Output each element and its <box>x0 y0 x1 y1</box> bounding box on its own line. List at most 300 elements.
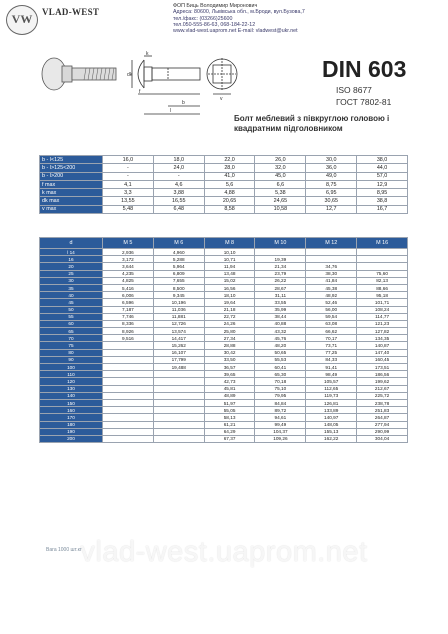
weight-cell: 104,37 <box>255 428 306 435</box>
weight-row <box>40 277 408 284</box>
weight-cell: 89,72 <box>255 407 306 414</box>
weight-cell: 134,35 <box>357 335 408 342</box>
dims-cell: 6,6 <box>255 180 306 188</box>
weight-cell: 140,97 <box>306 414 357 421</box>
weight-cell: 133,89 <box>306 407 357 414</box>
length-cell: 160 <box>40 407 103 414</box>
weight-cell: 82,13 <box>357 277 408 284</box>
weight-row <box>40 349 408 356</box>
weight-cell: 31,11 <box>255 292 306 299</box>
weight-cell <box>103 421 154 428</box>
dims-cell: 44,0 <box>357 164 408 172</box>
weight-cell: 6,596 <box>103 299 154 306</box>
weight-cell: 88,66 <box>357 284 408 291</box>
contact-line: Адреса: 80600, Львівська обл., м.Броди, вул.Бузова,7 <box>173 9 305 16</box>
weight-cell <box>103 392 154 399</box>
weight-cell: 48,20 <box>255 342 306 349</box>
length-cell: 170 <box>40 414 103 421</box>
length-cell: 90 <box>40 356 103 363</box>
dims-row <box>40 205 408 213</box>
weight-cell: 155,13 <box>306 428 357 435</box>
weight-row <box>40 414 408 421</box>
dims-cell: 6,48 <box>153 205 204 213</box>
dims-cell: 45,0 <box>255 172 306 180</box>
dims-cell: - <box>153 172 204 180</box>
weight-cell: 8,926 <box>103 328 154 335</box>
bolt-side-view <box>132 56 200 114</box>
weight-cell: 13,574 <box>153 328 204 335</box>
length-cell: 35 <box>40 284 103 291</box>
weight-row <box>40 371 408 378</box>
weight-cell: 119,73 <box>306 392 357 399</box>
weight-cell: 59,54 <box>306 313 357 320</box>
dims-row-label: f max <box>40 180 103 188</box>
product-description: Болт меблевий з півкруглою головою і квадратним підголовником <box>234 114 390 133</box>
weight-cell: 21,18 <box>204 306 255 313</box>
bolt-head-view <box>207 58 237 94</box>
dims-cell: 57,0 <box>357 172 408 180</box>
weight-cell: 67,37 <box>204 435 255 442</box>
dims-cell: 30,65 <box>306 197 357 205</box>
weight-cell <box>357 263 408 270</box>
dims-cell: 4,88 <box>204 189 255 197</box>
contact-info <box>173 3 305 34</box>
weight-cell: 51,97 <box>204 399 255 406</box>
weight-cell: 33,50 <box>204 356 255 363</box>
contact-line: тел./факс: (03266)25600 <box>173 15 233 22</box>
dims-cell: 3,88 <box>153 189 204 197</box>
weight-cell: 38,44 <box>255 313 306 320</box>
length-cell: 50 <box>40 306 103 313</box>
dims-cell: 26,0 <box>255 156 306 164</box>
dims-cell: 6,95 <box>306 189 357 197</box>
weight-cell: 40,88 <box>255 320 306 327</box>
weight-cell: 160,45 <box>357 356 408 363</box>
weight-cell <box>103 349 154 356</box>
weight-row <box>40 335 408 342</box>
weight-cell: 7,655 <box>153 277 204 284</box>
length-cell: 20 <box>40 263 103 270</box>
dims-cell: 12,9 <box>357 180 408 188</box>
weight-cell: 58,13 <box>204 414 255 421</box>
length-cell: 16 <box>40 256 103 263</box>
dims-cell: 4,1 <box>103 180 154 188</box>
weight-cell: 16,56 <box>204 284 255 291</box>
dims-cell: 36,0 <box>306 164 357 172</box>
weight-cell <box>153 378 204 385</box>
contact-line: ФОП Биць Володимир Миронович <box>173 3 258 9</box>
dims-cell: 5,6 <box>204 180 255 188</box>
weight-row <box>40 306 408 313</box>
weight-cell: 2,936 <box>103 249 154 256</box>
weight-col-header: M 5 <box>103 238 154 249</box>
dims-row-label: b - l<125 <box>40 156 103 164</box>
weight-row <box>40 256 408 263</box>
dims-cell: 20,65 <box>204 197 255 205</box>
weight-cell <box>153 421 204 428</box>
weight-cell: 186,56 <box>357 371 408 378</box>
weight-row <box>40 364 408 371</box>
weight-cell: 14,417 <box>153 335 204 342</box>
watermark: vlad-west.uaprom.net <box>80 536 368 568</box>
length-cell: 180 <box>40 421 103 428</box>
weight-cell: 26,22 <box>255 277 306 284</box>
weight-cell: 63,08 <box>306 320 357 327</box>
weight-cell: 52,46 <box>306 299 357 306</box>
weight-cell: 10,10 <box>204 249 255 256</box>
weight-cell <box>103 414 154 421</box>
weight-cell: 11,036 <box>153 306 204 313</box>
length-cell: 200 <box>40 435 103 442</box>
weight-cell: 79,95 <box>255 392 306 399</box>
weight-cell: 84,84 <box>255 399 306 406</box>
weight-cell: 112,65 <box>306 385 357 392</box>
weight-cell: 39,65 <box>204 371 255 378</box>
dims-row <box>40 172 408 180</box>
dims-cell: 38,0 <box>357 156 408 164</box>
length-cell: 75 <box>40 342 103 349</box>
weight-cell <box>103 385 154 392</box>
length-cell: 55 <box>40 313 103 320</box>
weight-cell <box>306 256 357 263</box>
weight-cell: 50,65 <box>255 349 306 356</box>
weight-cell: 19,39 <box>255 256 306 263</box>
label-dk: dk <box>127 72 133 78</box>
dims-row <box>40 180 408 188</box>
dims-cell: 13,55 <box>103 197 154 205</box>
weight-row <box>40 399 408 406</box>
weight-cell: 55,05 <box>204 407 255 414</box>
weight-cell: 9,516 <box>103 335 154 342</box>
weight-col-header: M 6 <box>153 238 204 249</box>
weight-cell <box>153 428 204 435</box>
weight-cell <box>153 385 204 392</box>
dims-cell: 38,8 <box>357 197 408 205</box>
bolt-illustration <box>42 58 116 90</box>
dims-cell: 49,0 <box>306 172 357 180</box>
dims-cell: 32,0 <box>255 164 306 172</box>
weight-cell: 114,77 <box>357 313 408 320</box>
weight-cell: 61,21 <box>204 421 255 428</box>
weight-cell: 127,82 <box>357 328 408 335</box>
weight-cell: 41,84 <box>306 277 357 284</box>
dims-row <box>40 164 408 172</box>
weight-cell: 212,67 <box>357 385 408 392</box>
weight-cell: 17,799 <box>153 356 204 363</box>
dims-row-label: b - l>200 <box>40 172 103 180</box>
logo-text: VW <box>11 12 33 26</box>
weight-cell: 126,81 <box>306 399 357 406</box>
weight-cell: 9,345 <box>153 292 204 299</box>
weight-cell <box>153 371 204 378</box>
weight-cell: 22,72 <box>204 313 255 320</box>
weight-cell: 94,61 <box>255 414 306 421</box>
weight-cell: 15,262 <box>153 342 204 349</box>
dims-cell: 16,0 <box>103 156 154 164</box>
weight-cell: 60,41 <box>255 364 306 371</box>
weight-cell: 25,80 <box>204 328 255 335</box>
weight-cell: 42,73 <box>204 378 255 385</box>
length-cell: 45 <box>40 299 103 306</box>
weight-cell: 5,416 <box>103 284 154 291</box>
weight-cell <box>103 378 154 385</box>
weight-cell: 173,51 <box>357 364 408 371</box>
contact-line: www.vlad-west.uaprom.net E-mail: vladwest@ukr.net <box>173 28 298 35</box>
weight-col-header: M 16 <box>357 238 408 249</box>
weight-cell: 98,49 <box>306 371 357 378</box>
dims-cell: 28,0 <box>204 164 255 172</box>
weight-cell: 148,05 <box>306 421 357 428</box>
weight-cell: 84,33 <box>306 356 357 363</box>
weight-cell: 6,809 <box>153 270 204 277</box>
weight-cell: 55,53 <box>255 356 306 363</box>
weight-cell: 147,40 <box>357 349 408 356</box>
weight-cell: 105,57 <box>306 378 357 385</box>
length-cell: 65 <box>40 328 103 335</box>
weight-cell: 64,29 <box>204 428 255 435</box>
weight-cell: 34,76 <box>306 263 357 270</box>
weight-cell <box>255 249 306 256</box>
weight-cell: 28,88 <box>204 342 255 349</box>
weight-cell <box>103 371 154 378</box>
weight-cell: 70,18 <box>255 378 306 385</box>
weight-cell: 251,83 <box>357 407 408 414</box>
weight-cell: 4,825 <box>103 277 154 284</box>
weight-cell: 73,71 <box>306 342 357 349</box>
weight-cell: 4,235 <box>103 270 154 277</box>
weight-cell: 121,23 <box>357 320 408 327</box>
weight-cell <box>153 392 204 399</box>
weight-cell: 4,960 <box>153 249 204 256</box>
weight-cell: 66,62 <box>306 328 357 335</box>
label-l: l <box>170 108 172 114</box>
weight-cell <box>103 407 154 414</box>
weight-cell: 99,49 <box>255 421 306 428</box>
dims-cell: - <box>103 172 154 180</box>
length-cell: 100 <box>40 364 103 371</box>
dims-cell: 41,0 <box>204 172 255 180</box>
weight-cell: 7,746 <box>103 313 154 320</box>
weight-cell: 10,71 <box>204 256 255 263</box>
weight-row <box>40 249 408 256</box>
weight-cell: 48,92 <box>306 292 357 299</box>
weight-cell: 8,336 <box>103 320 154 327</box>
weight-row <box>40 342 408 349</box>
standard-gost: ГОСТ 7802-81 <box>336 97 392 107</box>
weight-cell: 33,55 <box>255 299 306 306</box>
weight-cell: 23,79 <box>255 270 306 277</box>
dims-cell: 8,75 <box>306 180 357 188</box>
weight-cell <box>103 364 154 371</box>
weight-cell: 108,24 <box>357 306 408 313</box>
weight-cell: 28,67 <box>255 284 306 291</box>
weight-cell: 290,99 <box>357 428 408 435</box>
weight-cell <box>103 399 154 406</box>
weight-cell <box>103 342 154 349</box>
contact-line: тел.050-555-86-63, 068-184-22-12 <box>173 21 256 28</box>
weight-cell <box>357 256 408 263</box>
length-cell: 30 <box>40 277 103 284</box>
dims-cell: 8,95 <box>357 189 408 197</box>
weight-cell: 13,48 <box>204 270 255 277</box>
dimensions-table <box>39 155 408 214</box>
weight-cell: 7,187 <box>103 306 154 313</box>
length-cell: 25 <box>40 270 103 277</box>
weight-cell <box>103 356 154 363</box>
weight-cell: 43,32 <box>255 328 306 335</box>
weight-col-header: d <box>40 238 103 249</box>
weight-cell: 21,34 <box>255 263 306 270</box>
length-cell: 60 <box>40 320 103 327</box>
weight-cell: 24,26 <box>204 320 255 327</box>
dims-row-label: dk max <box>40 197 103 205</box>
length-cell: 110 <box>40 371 103 378</box>
dims-cell: 5,48 <box>103 205 154 213</box>
weight-row <box>40 292 408 299</box>
weight-row <box>40 284 408 291</box>
label-f: f <box>139 89 141 95</box>
weight-cell <box>103 428 154 435</box>
weight-cell: 18,10 <box>204 292 255 299</box>
weight-cell: 304,04 <box>357 435 408 442</box>
weight-cell: 56,00 <box>306 306 357 313</box>
weight-cell: 238,78 <box>357 399 408 406</box>
dims-cell: 18,0 <box>153 156 204 164</box>
weight-cell <box>103 435 154 442</box>
weight-cell: 70,17 <box>306 335 357 342</box>
weight-cell: 75,60 <box>357 270 408 277</box>
weight-cell: 91,41 <box>306 364 357 371</box>
dims-cell: 30,0 <box>306 156 357 164</box>
dims-row-label: k max <box>40 189 103 197</box>
weight-row <box>40 407 408 414</box>
dims-row-label: b - l>125<200 <box>40 164 103 172</box>
weight-cell: 16,107 <box>153 349 204 356</box>
bolt-drawing <box>40 46 240 124</box>
company-name: VLAD-WEST <box>42 7 100 17</box>
length-cell: 190 <box>40 428 103 435</box>
weight-cell: 19,64 <box>204 299 255 306</box>
weight-row <box>40 421 408 428</box>
weight-cell: 77,25 <box>306 349 357 356</box>
weight-cell <box>153 407 204 414</box>
weight-row <box>40 392 408 399</box>
length-cell: 80 <box>40 349 103 356</box>
dims-cell: 5,38 <box>255 189 306 197</box>
weight-cell <box>153 399 204 406</box>
dims-row <box>40 189 408 197</box>
page-header <box>0 0 448 44</box>
length-cell: 150 <box>40 399 103 406</box>
weight-row <box>40 385 408 392</box>
weight-cell: 8,500 <box>153 284 204 291</box>
weight-cell: 11,881 <box>153 313 204 320</box>
weight-row <box>40 313 408 320</box>
dims-cell: 22,0 <box>204 156 255 164</box>
weight-cell: 35,99 <box>255 306 306 313</box>
dims-row <box>40 156 408 164</box>
weight-row <box>40 356 408 363</box>
weight-row <box>40 320 408 327</box>
weight-table-header <box>40 238 408 249</box>
length-cell: 40 <box>40 292 103 299</box>
weight-cell: 225,72 <box>357 392 408 399</box>
weight-cell <box>153 414 204 421</box>
weight-row <box>40 378 408 385</box>
weight-cell: 6,006 <box>103 292 154 299</box>
weight-cell: 95,18 <box>357 292 408 299</box>
weight-cell: 30,42 <box>204 349 255 356</box>
weight-cell: 3,644 <box>103 263 154 270</box>
dims-cell: 10,58 <box>255 205 306 213</box>
weight-cell: 5,964 <box>153 263 204 270</box>
weight-cell: 15,02 <box>204 277 255 284</box>
label-b: b <box>182 100 185 106</box>
weight-table <box>39 237 408 443</box>
weight-cell <box>153 435 204 442</box>
weight-cell: 109,26 <box>255 435 306 442</box>
weight-cell: 45,76 <box>255 335 306 342</box>
weight-cell: 3,172 <box>103 256 154 263</box>
weight-cell: 140,87 <box>357 342 408 349</box>
weight-cell: 264,87 <box>357 414 408 421</box>
weight-cell: 45,81 <box>204 385 255 392</box>
length-cell: 140 <box>40 392 103 399</box>
weight-cell: 36,57 <box>204 364 255 371</box>
length-cell: l 14 <box>40 249 103 256</box>
weight-cell: 75,10 <box>255 385 306 392</box>
dims-cell: 4,6 <box>153 180 204 188</box>
weight-row <box>40 270 408 277</box>
weight-col-header: M 8 <box>204 238 255 249</box>
weight-row <box>40 435 408 442</box>
standard-iso: ISO 8677 <box>336 85 372 95</box>
weight-cell: 277,94 <box>357 421 408 428</box>
dims-row <box>40 197 408 205</box>
weight-cell: 65,30 <box>255 371 306 378</box>
weight-cell: 12,726 <box>153 320 204 327</box>
dims-cell: 24,0 <box>153 164 204 172</box>
length-cell: 130 <box>40 385 103 392</box>
weight-cell: 48,89 <box>204 392 255 399</box>
weight-row <box>40 428 408 435</box>
dims-cell: 16,55 <box>153 197 204 205</box>
weight-cell: 10,196 <box>153 299 204 306</box>
weight-cell <box>357 249 408 256</box>
dims-row-label: v max <box>40 205 103 213</box>
label-k: k <box>146 51 149 57</box>
label-v: v <box>220 96 223 102</box>
weight-cell: 19,488 <box>153 364 204 371</box>
weight-row <box>40 299 408 306</box>
weight-row <box>40 328 408 335</box>
dims-cell: 24,65 <box>255 197 306 205</box>
product-title: DIN 603 <box>322 56 407 82</box>
weight-note: Вага 1000 шт.кг <box>46 547 82 553</box>
weight-cell: 101,71 <box>357 299 408 306</box>
weight-col-header: M 10 <box>255 238 306 249</box>
weight-row <box>40 263 408 270</box>
weight-cell: 45,38 <box>306 284 357 291</box>
weight-cell: 5,288 <box>153 256 204 263</box>
dims-cell: 16,7 <box>357 205 408 213</box>
weight-cell: 11,94 <box>204 263 255 270</box>
weight-cell: 38,30 <box>306 270 357 277</box>
weight-cell: 199,62 <box>357 378 408 385</box>
weight-cell <box>306 249 357 256</box>
weight-col-header: M 12 <box>306 238 357 249</box>
length-cell: 120 <box>40 378 103 385</box>
